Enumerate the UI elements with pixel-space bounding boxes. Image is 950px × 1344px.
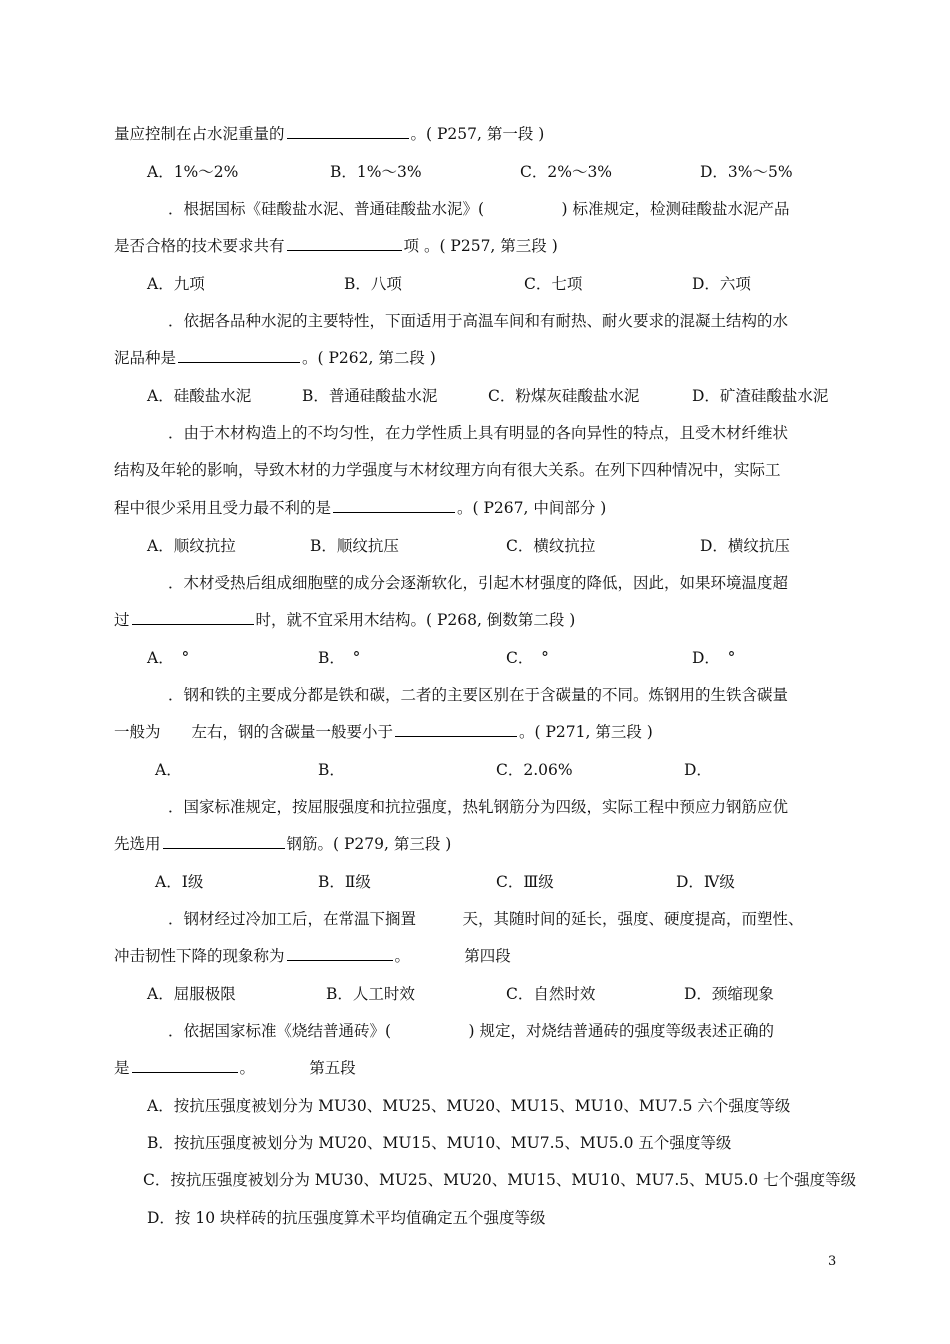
- question-text-line: 一般为 左右，钢的含碳量一般要小于 。( P271, 第三段 ): [114, 723, 653, 741]
- page-number: 3: [828, 1254, 837, 1269]
- question-text-line: ．依据国家标准《烧结普通砖》( ) 规定，对烧结普通砖的强度等级表述正确的: [168, 1022, 775, 1040]
- option-d: D．矿渣硅酸盐水泥: [692, 387, 829, 405]
- option-b: B． °: [318, 649, 361, 667]
- question-text-line: 是否合格的技术要求共有 项 。( P257, 第三段 ): [114, 237, 558, 255]
- option-c: C．按抗压强度被划分为 MU30、MU25、MU20、MU15、MU10、MU7.5、MU5.0 七个强度等级: [143, 1171, 857, 1189]
- option-b: B．普通硅酸盐水泥: [302, 387, 438, 405]
- option-d: D． °: [692, 649, 736, 667]
- answer-blank: [287, 946, 393, 961]
- answer-blank: [132, 610, 254, 625]
- option-c: C．七项: [524, 275, 583, 293]
- question-text-line: 过 时，就不宜采用木结构。( P268, 倒数第二段 ): [114, 611, 576, 629]
- question-text-line: 量应控制在占水泥重量的 。( P257, 第一段 ): [114, 125, 545, 143]
- option-c: C．自然时效: [506, 985, 596, 1003]
- question-text-line: 先选用 钢筋。( P279, 第三段 ): [114, 835, 452, 853]
- answer-blank: [287, 236, 402, 251]
- option-b: B．顺纹抗压: [310, 537, 399, 555]
- question-text-line: 泥品种是 。( P262, 第二段 ): [114, 349, 436, 367]
- option-b: B．Ⅱ级: [318, 873, 371, 891]
- answer-blank: [132, 1058, 238, 1073]
- option-d: D．六项: [692, 275, 751, 293]
- option-d: D．Ⅳ级: [676, 873, 735, 891]
- answer-blank: [163, 834, 285, 849]
- question-text-line: ．由于木材构造上的不均匀性，在力学性质上具有明显的各向异性的特点，且受木材纤维状: [168, 424, 789, 442]
- option-a: A．九项: [147, 275, 205, 293]
- option-b: B．按抗压强度被划分为 MU20、MU15、MU10、MU7.5、MU5.0 五个强度等级: [147, 1134, 732, 1152]
- option-a: A．硅酸盐水泥: [147, 387, 252, 405]
- answer-blank: [395, 722, 517, 737]
- option-c: C．横纹抗拉: [506, 537, 596, 555]
- question-text-line: ．根据国标《硅酸盐水泥、普通硅酸盐水泥》( ) 标准规定，检测硅酸盐水泥产品: [168, 200, 790, 218]
- option-c: C．2.06%: [496, 761, 573, 779]
- option-b: B．: [318, 761, 345, 779]
- option-d: D．3%～5%: [700, 163, 793, 181]
- option-d: D．颈缩现象: [684, 985, 774, 1003]
- answer-blank: [333, 498, 455, 513]
- option-a: A． °: [147, 649, 190, 667]
- option-a: A．按抗压强度被划分为 MU30、MU25、MU20、MU15、MU10、MU7.5 六个强度等级: [147, 1097, 791, 1115]
- option-c: C．粉煤灰硅酸盐水泥: [488, 387, 640, 405]
- question-text-line: ．木材受热后组成细胞壁的成分会逐渐软化，引起木材强度的降低，因此，如果环境温度超: [168, 574, 789, 592]
- option-a: A．1%～2%: [147, 163, 239, 181]
- option-b: B．1%～3%: [330, 163, 422, 181]
- question-text-line: ．钢材经过冷加工后，在常温下搁置 天，其随时间的延长，强度、硬度提高，而塑性、: [168, 910, 804, 928]
- option-a: A．屈服极限: [147, 985, 236, 1003]
- question-text-line: ．国家标准规定，按屈服强度和抗拉强度，热轧钢筋分为四级，实际工程中预应力钢筋应优: [168, 798, 789, 816]
- question-text-line: 程中很少采用且受力最不利的是 。( P267, 中间部分 ): [114, 499, 607, 517]
- option-b: B．人工时效: [326, 985, 415, 1003]
- option-c: C．2%～3%: [520, 163, 613, 181]
- option-a: A．Ⅰ级: [155, 873, 204, 891]
- question-text-line: ．依据各品种水泥的主要特性，下面适用于高温车间和有耐热、耐火要求的混凝土结构的水: [168, 312, 789, 330]
- question-text-line: 冲击韧性下降的现象称为 。 第四段: [114, 947, 511, 965]
- option-d: D．: [684, 761, 712, 779]
- question-text-line: ．钢和铁的主要成分都是铁和碳，二者的主要区别在于含碳量的不同。炼钢用的生铁含碳量: [168, 686, 789, 704]
- option-d: D．按 10 块样砖的抗压强度算术平均值确定五个强度等级: [147, 1209, 546, 1227]
- option-a: A．顺纹抗拉: [147, 537, 236, 555]
- question-text-line: 结构及年轮的影响，导致木材的力学强度与木材纹理方向有很大关系。在列下四种情况中，实际工: [114, 461, 781, 479]
- option-c: C．Ⅲ级: [496, 873, 554, 891]
- option-a: A．: [155, 761, 182, 779]
- question-text-line: 是 。 第五段: [114, 1059, 356, 1077]
- option-c: C． °: [506, 649, 549, 667]
- option-d: D．横纹抗压: [700, 537, 790, 555]
- answer-blank: [287, 124, 409, 139]
- answer-blank: [178, 348, 300, 363]
- option-b: B．八项: [344, 275, 402, 293]
